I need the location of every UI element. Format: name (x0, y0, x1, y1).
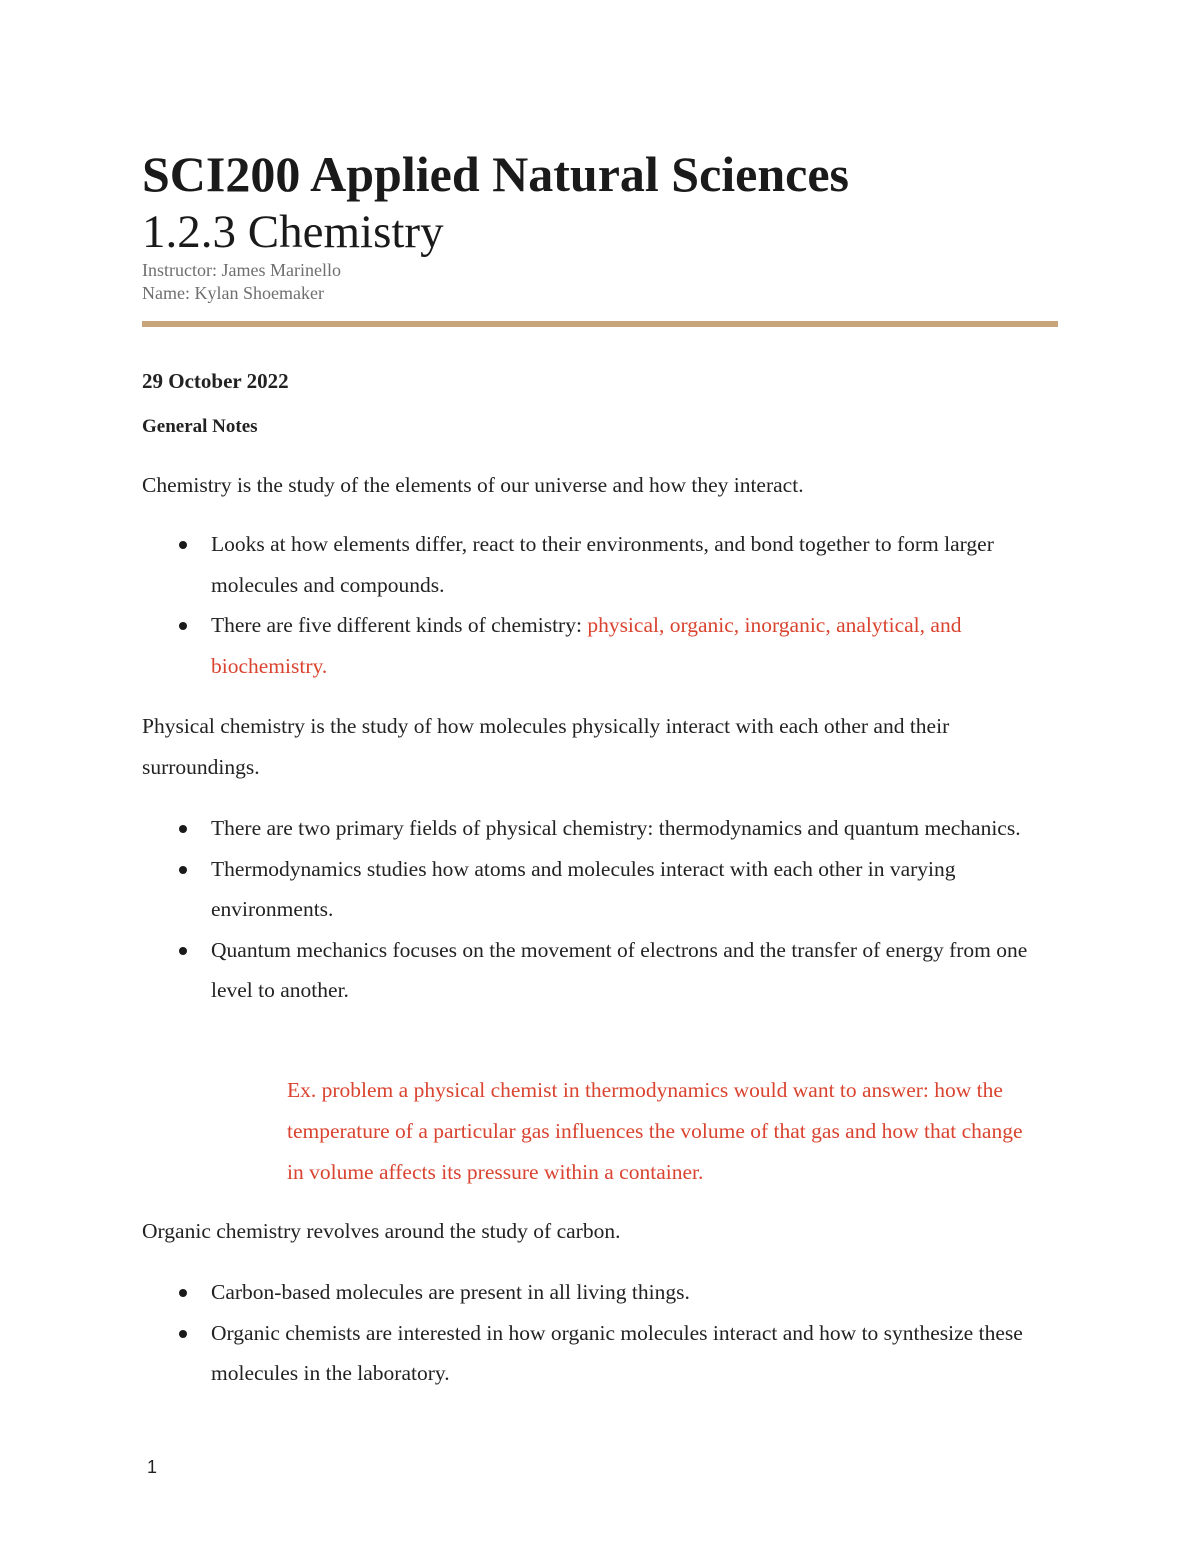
list-item-text: Thermodynamics studies how atoms and molecules interact with each other in varying environments. (211, 856, 956, 921)
list-item-text: There are five different kinds of chemistry: (211, 613, 588, 637)
list-item (142, 605, 1058, 686)
bullet-icon (179, 1330, 187, 1338)
note-date: 29 October 2022 (142, 369, 289, 393)
example-problem: Ex. problem a physical chemist in thermodynamics would want to answer: how the temperature of a particular gas influences the volume of that gas and how that change in volume affects its pressure within a container. (287, 1078, 1023, 1184)
bullet-icon (179, 947, 187, 955)
bullet-icon (179, 866, 187, 874)
list-item (142, 524, 1058, 605)
list-item-text: Carbon-based molecules are present in all living things. (211, 1280, 690, 1304)
list-item (142, 930, 1058, 1011)
list-item (142, 849, 1058, 930)
list-item (142, 1313, 1058, 1394)
section-title: 1.2.3 Chemistry (142, 206, 444, 258)
bullet-icon (179, 825, 187, 833)
list-item-text: Organic chemists are interested in how organic molecules interact and how to synthesize these molecules in the laboratory. (211, 1320, 1023, 1385)
bullet-icon (179, 622, 187, 630)
student-name-line: Name: Kylan Shoemaker (142, 283, 324, 303)
instructor-line: Instructor: James Marinello (142, 260, 341, 280)
organic-bullet-list (142, 1272, 1058, 1394)
chemistry-kinds-highlight: physical, organic, inorganic, analytical, and biochemistry. (211, 613, 962, 678)
header-divider (142, 321, 1058, 327)
bullet-icon (179, 541, 187, 549)
list-item (142, 808, 1058, 849)
list-item-text: Looks at how elements differ, react to their environments, and bond together to form larger molecules and compounds. (211, 532, 994, 597)
list-item-text: Quantum mechanics focuses on the movement of electrons and the transfer of energy from one level to another. (211, 937, 1028, 1002)
page-number: 1 (147, 1457, 158, 1477)
general-notes-heading: General Notes (142, 416, 258, 437)
course-title: SCI200 Applied Natural Sciences (142, 146, 850, 202)
bullet-icon (179, 1289, 187, 1297)
physical-chemistry-paragraph: Physical chemistry is the study of how molecules physically interact with each other and their surroundings. (142, 714, 950, 779)
list-item (142, 1272, 1058, 1313)
intro-paragraph: Chemistry is the study of the elements of our universe and how they interact. (142, 473, 804, 497)
intro-bullet-list (142, 524, 1058, 686)
list-item-text: There are two primary fields of physical chemistry: thermodynamics and quantum mechanics. (211, 816, 1021, 840)
physical-bullet-list (142, 808, 1058, 1011)
organic-chemistry-paragraph: Organic chemistry revolves around the study of carbon. (142, 1219, 621, 1243)
